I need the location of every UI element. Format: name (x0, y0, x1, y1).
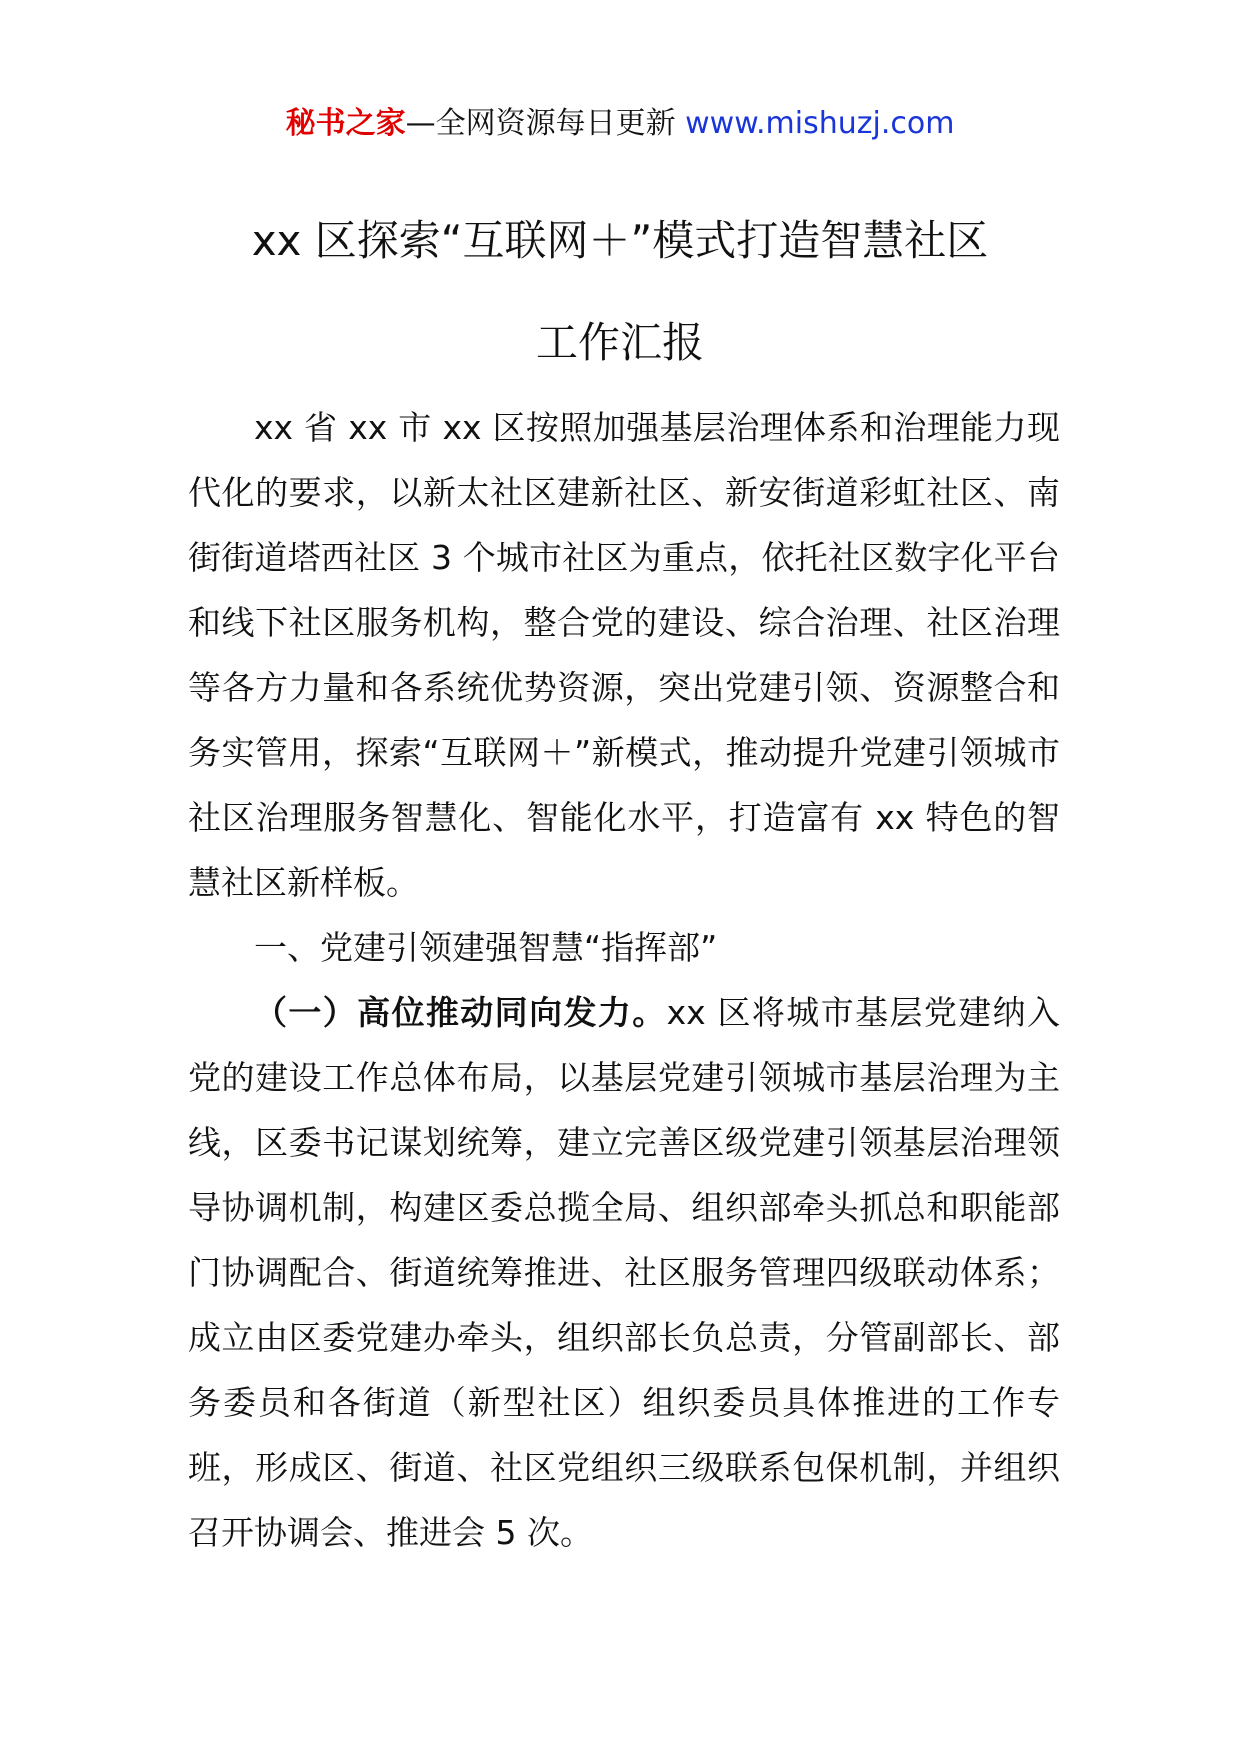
subsection-paragraph-1 (188, 980, 1060, 1565)
document-body (188, 395, 1060, 1565)
intro-paragraph: xx 省 xx 市 xx 区按照加强基层治理体系和治理能力现代化的要求，以新太社区建新社区、新安街道彩虹社区、南街街道塔西社区 3 个城市社区为重点，依托社区数字化平台和线下社区服务机构，整合党的建设、综合治理、社区治理等各方力量和各系统优势资源，突出党建引领、资源整合和务实管用，探索“互联网＋”新模式，推动提升党建引领城市社区治理服务智慧化、智能化水平，打造富有 xx 特色的智慧社区新样板。 (188, 408, 1060, 902)
site-url-link[interactable]: www.mishuzj.com (685, 106, 955, 141)
section-heading-1: 一、党建引领建强智慧“指挥部” (254, 928, 718, 967)
title-line-1: xx 区探索“互联网＋”模式打造智慧社区 (251, 216, 989, 265)
header-banner (0, 100, 1240, 148)
subsection-lead-1: （一）高位推动同向发力。 (254, 993, 667, 1032)
slogan-text: —全网资源每日更新 (405, 106, 686, 141)
title-line-2: 工作汇报 (535, 318, 704, 367)
document-title (100, 190, 1140, 394)
brand-name: 秘书之家 (285, 106, 406, 141)
subsection-text-1: xx 区将城市基层党建纳入党的建设工作总体布局，以基层党建引领城市基层治理为主线，区委书记谋划统筹，建立完善区级党建引领基层治理领导协调机制，构建区委总揽全局、组织部牵头抓总和职能部门协调配合、街道统筹推进、社区服务管理四级联动体系；成立由区委党建办牵头，组织部长负总责，分管副部长、部务委员和各街道（新型社区）组织委员具体推进的工作专班，形成区、街道、社区党组织三级联系包保机制，并组织召开协调会、推进会 5 次。 (188, 993, 1060, 1552)
